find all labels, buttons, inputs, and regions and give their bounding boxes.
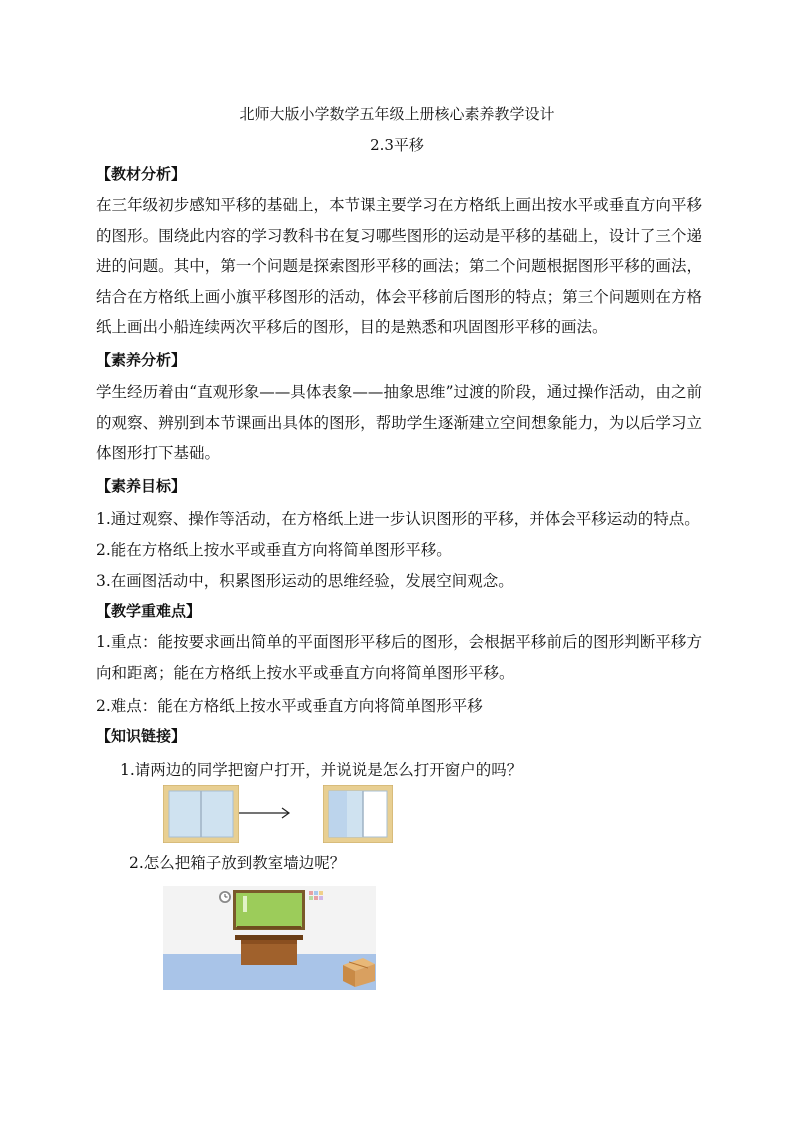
lesson-subtitle: 2.3平移 [370, 136, 424, 154]
goal-item-3: 3.在画图活动中，积累图形运动的思维经验，发展空间观念。 [96, 572, 514, 590]
textbook-analysis-body: 在三年级初步感知平移的基础上，本节课主要学习在方格纸上画出按水平或垂直方向平移的图形。围绕此内容的学习教科书在复习哪些图形的运动是平移的基础上，设计了三个递进的问题。其中，第一个问题是探索图形平移的画法；第二个问题根据图形平移的画法，结合在方格纸上画小旗平移图形的活动，体会平移前后图形的特点；第三个问题则在方格纸上画出小船连续两次平移后的图形，目的是熟悉和巩固图形平移的画法。 [96, 196, 702, 336]
closed-window-image [163, 785, 239, 843]
document-title: 北师大版小学数学五年级上册核心素养教学设计 [239, 105, 555, 123]
goal-item-2: 2.能在方格纸上按水平或垂直方向将简单图形平移。 [96, 541, 452, 559]
goal-item-1: 1.通过观察、操作等活动，在方格纸上进一步认识图形的平移，并体会平移运动的特点。 [96, 510, 700, 528]
key-point-focus: 1.重点：能按要求画出简单的平面图形平移后的图形，会根据平移前后的图形判断平移方向和距离；能在方格纸上按水平或垂直方向将简单图形平移。 [96, 633, 702, 682]
heading-key-points: 【教学重难点】 [96, 602, 202, 620]
knowledge-question-1: 1.请两边的同学把窗户打开，并说说是怎么打开窗户的吗？ [120, 761, 523, 779]
key-point-difficulty: 2.难点：能在方格纸上按水平或垂直方向将简单图形平移 [96, 697, 483, 715]
classroom-box-image [163, 886, 376, 990]
heading-literacy-goals: 【素养目标】 [96, 477, 187, 495]
translation-arrow-icon [238, 806, 292, 820]
heading-knowledge-link: 【知识链接】 [96, 727, 187, 745]
opened-window-image [323, 785, 393, 843]
knowledge-question-2: 2.怎么把箱子放到教室墙边呢？ [129, 854, 346, 872]
literacy-analysis-body: 学生经历着由“直观形象——具体表象——抽象思维”过渡的阶段，通过操作活动，由之前的观察、辨别到本节课画出具体的图形，帮助学生逐渐建立空间想象能力，为以后学习立体图形打下基础。 [96, 383, 702, 462]
heading-literacy-analysis: 【素养分析】 [96, 351, 187, 369]
heading-textbook-analysis: 【教材分析】 [96, 165, 187, 183]
